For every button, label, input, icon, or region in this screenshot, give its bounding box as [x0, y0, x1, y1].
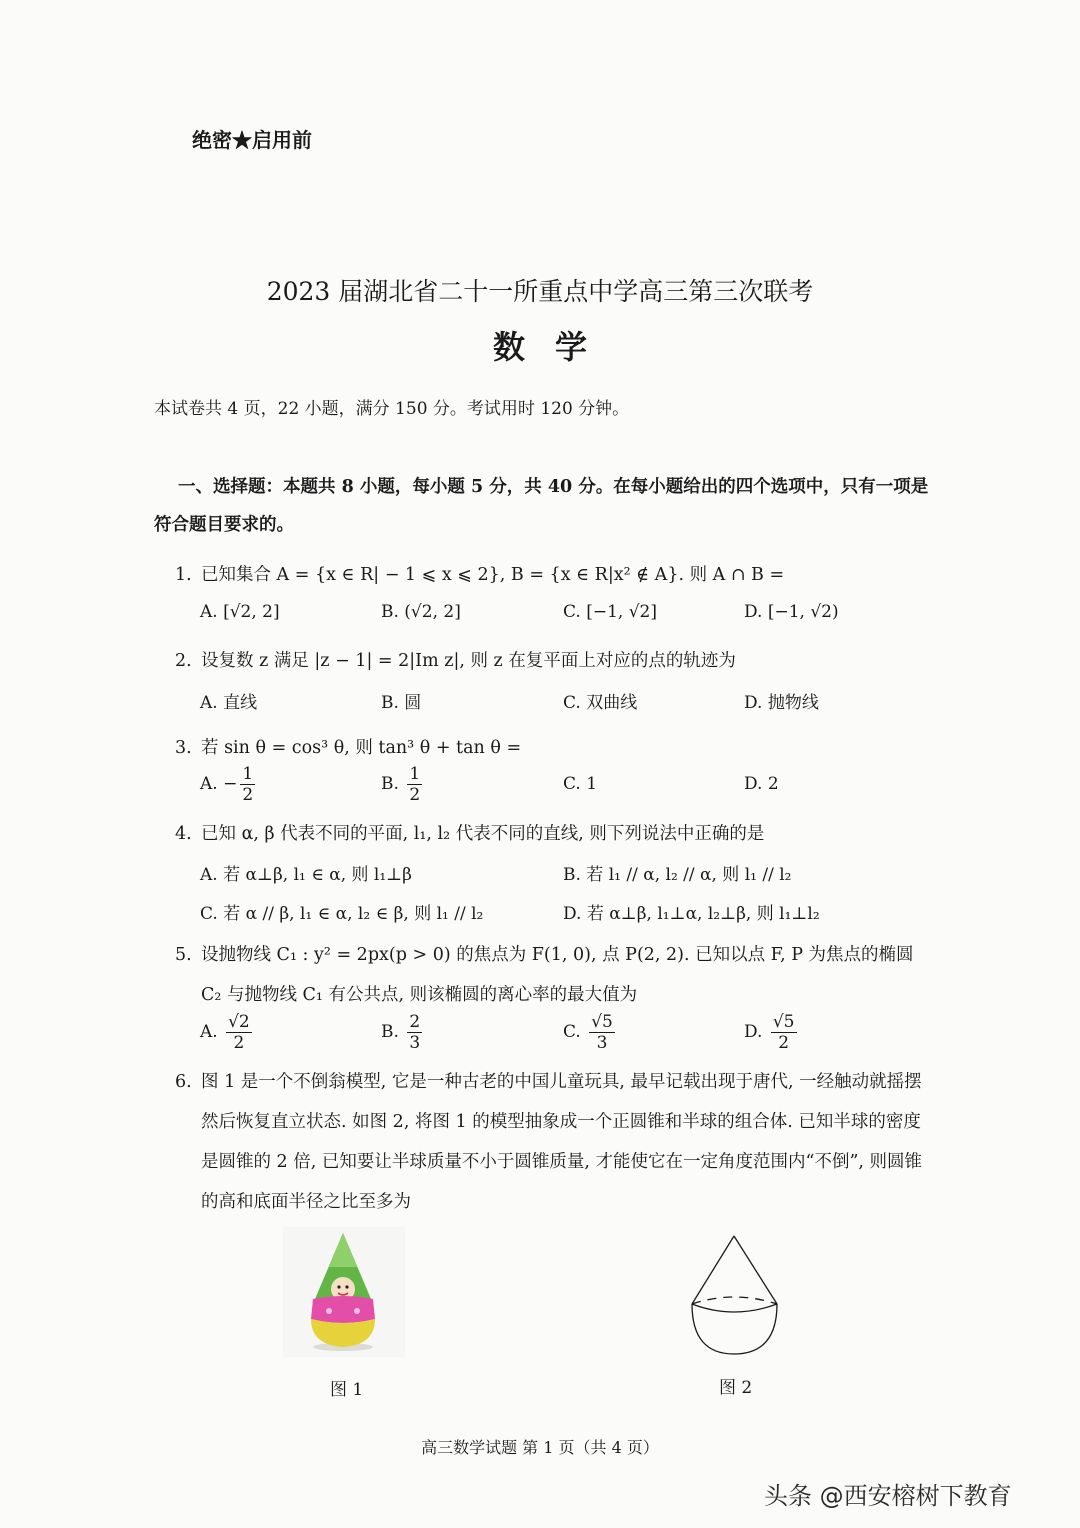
fraction-numerator: √5 [591, 1012, 613, 1032]
option-c: C. [−1, √2] [563, 602, 657, 622]
option-b [381, 1012, 425, 1053]
question-number: 6. [175, 1072, 192, 1092]
question-6 [175, 1062, 927, 1222]
question-number: 5. [175, 945, 192, 965]
option-label: D. [744, 1022, 768, 1042]
option-label: C. [563, 1022, 587, 1042]
question-3 [175, 734, 521, 759]
cone-hemisphere-figure [687, 1232, 787, 1357]
option-c: C. 若 α // β, l₁ ∈ α, l₂ ∈ β, 则 l₁ // l₂ [200, 904, 484, 924]
option-label: A. [200, 1022, 224, 1042]
page-footer: 高三数学试题 第 1 页（共 4 页） [421, 1438, 659, 1457]
question-number: 3. [175, 738, 192, 758]
section-heading: 一、选择题：本题共 8 小题，每小题 5 分，共 40 分。在每小题给出的四个选项中，只有一项是符合题目要求的。 [154, 477, 929, 535]
figure-2-caption: 图 2 [719, 1378, 753, 1398]
question-number: 2. [175, 651, 192, 671]
option-b: B. 圆 [381, 693, 422, 713]
question-stem: 设抛物线 C₁ : y² = 2px(p > 0) 的焦点为 F(1, 0), 点 P(2, 2). 已知以点 F, P 为焦点的椭圆 C₂ 与抛物线 C₁ 有公共点, 则该椭圆的离心率的最大值为 [201, 945, 914, 1005]
option-d: D. 2 [744, 774, 779, 794]
option-c [563, 1012, 618, 1053]
fraction-numerator: 1 [242, 764, 254, 784]
question-stem: 设复数 z 满足 |z − 1| = 2|Im z|, 则 z 在复平面上对应的点的轨迹为 [201, 651, 736, 671]
option-c: C. 1 [563, 774, 598, 794]
option-d [744, 1012, 800, 1053]
fraction-numerator: 2 [409, 1012, 421, 1032]
option-d: D. [−1, √2) [744, 602, 839, 622]
confidential-mark: 绝密★启用前 [192, 128, 312, 152]
fraction-denominator: 3 [409, 1033, 421, 1053]
question-2 [175, 647, 736, 672]
source-watermark: 头条 @西安榕树下教育 [764, 1482, 1012, 1510]
question-number: 1. [175, 565, 192, 585]
option-b [381, 764, 425, 805]
fraction [589, 1012, 615, 1053]
fraction [407, 764, 422, 805]
option-a [200, 764, 258, 805]
option-a: A. 直线 [200, 693, 258, 713]
question-1 [175, 561, 784, 586]
question-stem: 图 1 是一个不倒翁模型, 它是一种古老的中国儿童玩具, 最早记载出现于唐代, 一经触动就摇摆然后恢复直立状态. 如图 2, 将图 1 的模型抽象成一个正圆锥和半球的组合体. 已知半球的密度是圆锥的 2 倍, 已知要让半球质量不小于圆锥质量, 才能使它在一定角度范围内“不倒”, 则圆锥的高和底面半径之比至多为 [201, 1072, 923, 1212]
option-d: D. 若 α⊥β, l₁⊥α, l₂⊥β, 则 l₁⊥l₂ [563, 904, 820, 924]
option-c: C. 双曲线 [563, 693, 638, 713]
question-stem: 已知 α, β 代表不同的平面, l₁, l₂ 代表不同的直线, 则下列说法中正确的是 [201, 824, 765, 844]
question-stem: 若 sin θ = cos³ θ, 则 tan³ θ + tan θ = [201, 738, 522, 758]
fraction [771, 1012, 797, 1053]
figure-1-caption: 图 1 [330, 1380, 364, 1400]
option-a: A. [√2, 2] [200, 602, 280, 622]
option-a [200, 1012, 255, 1053]
question-4 [175, 820, 764, 845]
fraction [226, 1012, 252, 1053]
exam-title: 2023 届湖北省二十一所重点中学高三第三次联考 [266, 277, 814, 306]
tumbler-toy-photo [283, 1227, 405, 1357]
fraction [240, 764, 255, 805]
option-b: B. (√2, 2] [381, 602, 461, 622]
option-d: D. 抛物线 [744, 693, 819, 713]
cone-hemisphere-diagram [687, 1232, 787, 1357]
option-label: B. [381, 774, 405, 794]
fraction-numerator: 1 [409, 764, 421, 784]
option-label: A. − [200, 774, 238, 794]
question-5 [175, 935, 927, 1015]
fraction-denominator: 2 [242, 785, 254, 805]
question-number: 4. [175, 824, 192, 844]
fraction-numerator: √2 [228, 1012, 250, 1032]
fraction [407, 1012, 422, 1053]
option-a: A. 若 α⊥β, l₁ ∈ α, 则 l₁⊥β [200, 865, 412, 885]
question-stem: 已知集合 A = {x ∈ R| − 1 ⩽ x ⩽ 2}, B = {x ∈ R|x² ∉ A}. 则 A ∩ B = [201, 565, 785, 585]
option-label: B. [381, 1022, 405, 1042]
fraction-denominator: 3 [596, 1033, 608, 1053]
subject-title: 数学 [492, 328, 617, 366]
fraction-denominator: 2 [409, 785, 421, 805]
fraction-numerator: √5 [772, 1012, 795, 1032]
tumbler-toy-image [283, 1227, 405, 1357]
fraction-denominator: 2 [233, 1033, 245, 1053]
fraction-denominator: 2 [778, 1033, 790, 1053]
option-b: B. 若 l₁ // α, l₂ // α, 则 l₁ // l₂ [563, 865, 792, 885]
exam-intro: 本试卷共 4 页，22 小题，满分 150 分。考试用时 120 分钟。 [154, 399, 630, 419]
